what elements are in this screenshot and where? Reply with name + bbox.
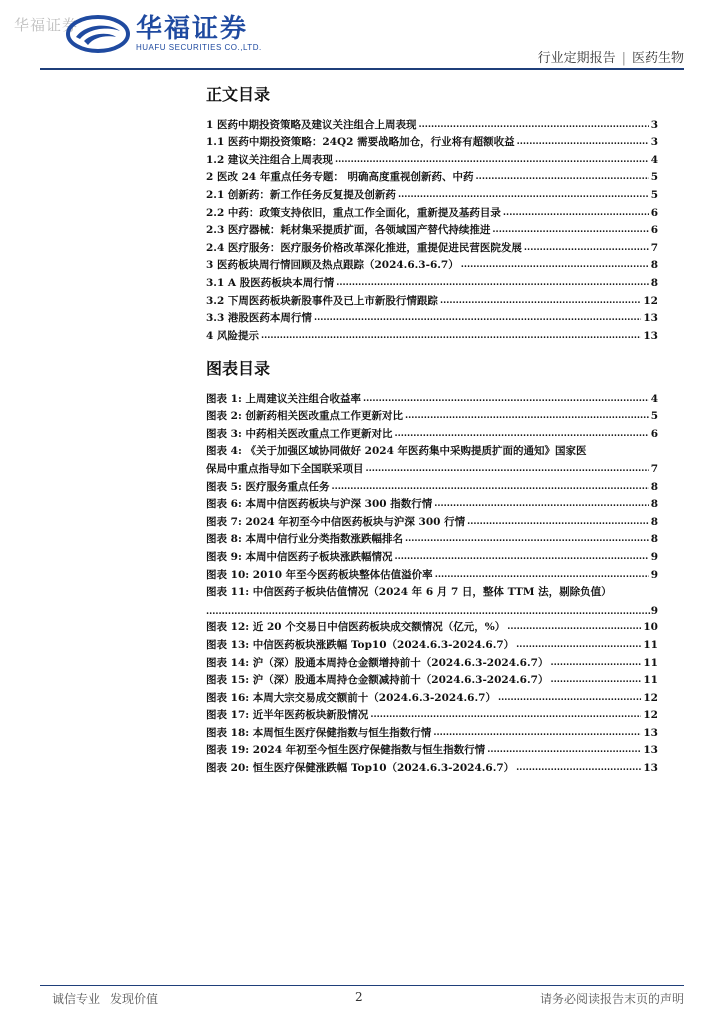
figure-item[interactable]: 图表 3: 中药相关医改重点工作更新对比 ..... 6 xyxy=(206,423,658,441)
logo-chinese-name: 华福证券 xyxy=(136,14,249,44)
figure-item-line2[interactable]: ..... 9 xyxy=(206,599,658,617)
logo-english-name: HUAFU SECURITIES CO.,LTD. xyxy=(136,43,262,52)
toc-item[interactable]: 3.3 港股医药本周行情 ..... 13 xyxy=(206,308,658,326)
report-type: 行业定期报告 xyxy=(537,51,616,66)
footer-divider xyxy=(40,985,684,986)
watermark: 华福证券 xyxy=(14,16,79,34)
figure-item[interactable]: 图表 5: 医疗服务重点任务 ..... 8 xyxy=(206,476,658,494)
figure-list xyxy=(206,388,658,775)
figure-list-title: 图表目录 xyxy=(206,359,271,378)
figure-item[interactable]: 图表 16: 本周大宗交易成交额前十（2024.6.3-2024.6.7） ..... 12 xyxy=(206,687,658,705)
figure-item-line2[interactable]: 保局中重点指导如下全国联采项目 ..... 7 xyxy=(206,458,658,476)
huafu-logo-icon xyxy=(66,15,130,53)
figure-item[interactable]: 图表 8: 本周中信行业分类指数涨跌幅排名 ..... 8 xyxy=(206,529,658,547)
toc-item[interactable]: 3 医药板块周行情回顾及热点跟踪（2024.6.3-6.7） ..... 8 xyxy=(206,255,658,273)
footer-slogan-2: 发现价值 xyxy=(110,992,159,1006)
figure-item[interactable]: 图表 12: 近 20 个交易日中信医药板块成交额情况（亿元，%） ..... 10 xyxy=(206,617,658,635)
company-logo xyxy=(66,15,262,53)
figure-item[interactable]: 图表 17: 近半年医药板块新股情况 ..... 12 xyxy=(206,705,658,723)
figure-item[interactable]: 图表 18: 本周恒生医疗保健指数与恒生指数行情 ..... 13 xyxy=(206,722,658,740)
header-separator: | xyxy=(621,51,626,66)
industry-name: 医药生物 xyxy=(631,51,684,66)
figure-item[interactable]: 图表 2: 创新药相关医改重点工作更新对比 ..... 5 xyxy=(206,406,658,424)
toc-item[interactable]: 2 医改 24 年重点任务专题： 明确高度重视创新药、中药 ..... 5 xyxy=(206,167,658,185)
figure-item[interactable]: 图表 14: 沪（深）股通本周持仓金额增持前十（2024.6.3-2024.6.7） ..... 11 xyxy=(206,652,658,670)
toc-item[interactable]: 2.3 医疗器械：耗材集采提质扩面，各领域国产替代持续推进 ..... 6 xyxy=(206,220,658,238)
figure-item[interactable]: 图表 10: 2010 年至今医药板块整体估值溢价率 ..... 9 xyxy=(206,564,658,582)
toc-item[interactable]: 4 风险提示 ..... 13 xyxy=(206,325,658,343)
footer-disclaimer: 请务必阅读报告末页的声明 xyxy=(539,992,684,1006)
toc-item[interactable]: 1.2 建议关注组合上周表现 ..... 4 xyxy=(206,149,658,167)
toc-item[interactable]: 3.1 A 股医药板块本周行情 ..... 8 xyxy=(206,272,658,290)
figure-item[interactable]: 图表 13: 中信医药板块涨跌幅 Top10（2024.6.3-2024.6.7） ..... 11 xyxy=(206,634,658,652)
toc-item[interactable]: 2.1 创新药：新工作任务反复提及创新药 ..... 5 xyxy=(206,184,658,202)
table-of-contents xyxy=(206,114,658,343)
header-report-info xyxy=(538,47,684,66)
figure-item[interactable]: 图表 1: 上周建议关注组合收益率 ..... 4 xyxy=(206,388,658,406)
figure-item-line1[interactable]: 图表 4: 《关于加强区域协同做好 2024 年医药集中采购提质扩面的通知》国家医 xyxy=(206,445,587,458)
toc-item[interactable]: 1 医药中期投资策略及建议关注组合上周表现 ..... 3 xyxy=(206,114,658,132)
toc-item[interactable]: 1.1 医药中期投资策略：24Q2 需要战略加仓，行业将有超额收益 ..... 3 xyxy=(206,132,658,150)
figure-item[interactable]: 图表 20: 恒生医疗保健涨跌幅 Top10（2024.6.3-2024.6.7） ..... 13 xyxy=(206,757,658,775)
figure-item-line1[interactable]: 图表 11: 中信医药子板块估值情况（2024 年 6 月 7 日，整体 TTM 法，剔除负值） xyxy=(206,586,612,599)
figure-item[interactable]: 图表 19: 2024 年初至今恒生医疗保健指数与恒生指数行情 ..... 13 xyxy=(206,740,658,758)
page-number: 2 xyxy=(355,990,363,1004)
toc-item[interactable]: 3.2 下周医药板块新股事件及已上市新股行情跟踪 ..... 12 xyxy=(206,290,658,308)
figure-item[interactable]: 图表 9: 本周中信医药子板块涨跌幅情况 ..... 9 xyxy=(206,546,658,564)
figure-item[interactable]: 图表 7: 2024 年初至今中信医药板块与沪深 300 行情 ..... 8 xyxy=(206,511,658,529)
figure-item[interactable]: 图表 15: 沪（深）股通本周持仓金额减持前十（2024.6.3-2024.6.7） ..... 11 xyxy=(206,670,658,688)
page-header xyxy=(0,0,724,72)
toc-item[interactable]: 2.2 中药：政策支持依旧，重点工作全面化，重新提及基药目录 ..... 6 xyxy=(206,202,658,220)
toc-title: 正文目录 xyxy=(206,85,271,104)
header-divider xyxy=(40,68,684,70)
footer-slogan-1: 诚信专业 xyxy=(52,992,101,1006)
figure-item[interactable]: 图表 6: 本周中信医药板块与沪深 300 指数行情 ..... 8 xyxy=(206,494,658,512)
toc-item[interactable]: 2.4 医疗服务：医疗服务价格改革深化推进，重提促进民营医院发展 ..... 7 xyxy=(206,237,658,255)
footer-slogan xyxy=(52,990,168,1007)
